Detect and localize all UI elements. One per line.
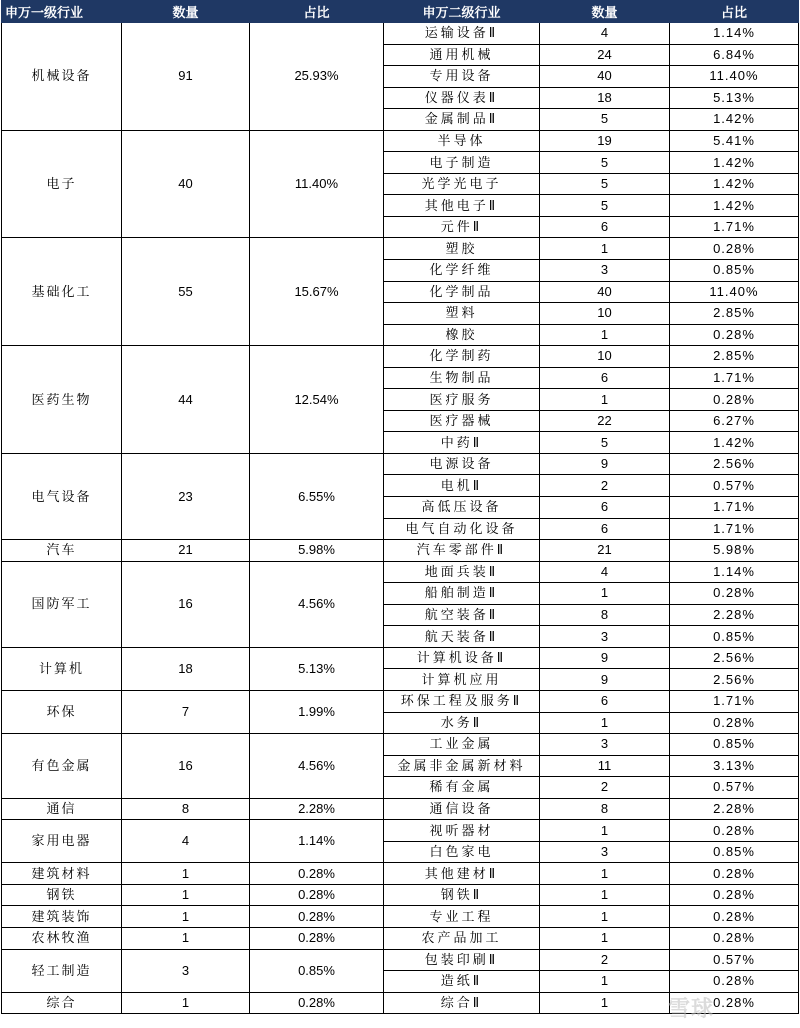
- l2-pct-cell: 1.42%: [670, 109, 799, 131]
- l2-count-cell: 9: [540, 669, 670, 691]
- l2-count-cell: 4: [540, 561, 670, 583]
- l2-count-cell: 1: [540, 971, 670, 993]
- l2-count-cell: 6: [540, 216, 670, 238]
- watermark-logo: 雪球: [668, 997, 715, 1022]
- l2-industry-cell: 高低压设备: [384, 497, 540, 519]
- l2-count-cell: 8: [540, 798, 670, 820]
- l2-count-cell: 10: [540, 346, 670, 368]
- l2-pct-cell: 0.28%: [670, 971, 799, 993]
- l2-industry-cell: 半导体: [384, 130, 540, 152]
- l1-pct-cell: 1.14%: [250, 820, 384, 863]
- l2-industry-cell: 橡胶: [384, 324, 540, 346]
- l2-pct-cell: 0.28%: [670, 820, 799, 842]
- l2-count-cell: 6: [540, 518, 670, 540]
- l2-industry-cell: 其他电子Ⅱ: [384, 195, 540, 217]
- l1-count-cell: 91: [122, 23, 250, 131]
- l2-industry-cell: 造纸Ⅱ: [384, 971, 540, 993]
- l2-industry-cell: 专用设备: [384, 66, 540, 88]
- l1-industry-cell: 轻工制造: [2, 949, 122, 992]
- l2-industry-cell: 计算机应用: [384, 669, 540, 691]
- l2-pct-cell: 2.56%: [670, 669, 799, 691]
- table-row: [2, 906, 799, 928]
- l1-count-cell: 1: [122, 906, 250, 928]
- l2-count-cell: 22: [540, 410, 670, 432]
- l1-count-cell: 23: [122, 453, 250, 539]
- l2-industry-cell: 白色家电: [384, 841, 540, 863]
- l1-pct-cell: 4.56%: [250, 734, 384, 799]
- l2-industry-cell: 化学制药: [384, 346, 540, 368]
- l1-count-cell: 1: [122, 884, 250, 906]
- l2-pct-cell: 2.28%: [670, 604, 799, 626]
- l2-pct-cell: 1.71%: [670, 497, 799, 519]
- l2-industry-cell: 化学纤维: [384, 260, 540, 282]
- l2-pct-cell: 1.14%: [670, 23, 799, 45]
- industry-table: [1, 0, 799, 1014]
- table-row: [2, 884, 799, 906]
- l2-industry-cell: 金属制品Ⅱ: [384, 109, 540, 131]
- l1-count-cell: 1: [122, 992, 250, 1014]
- table-row: [2, 561, 799, 583]
- l1-count-cell: 55: [122, 238, 250, 346]
- l1-pct-cell: 0.28%: [250, 906, 384, 928]
- l2-count-cell: 6: [540, 497, 670, 519]
- l2-pct-cell: 0.28%: [670, 884, 799, 906]
- l2-count-cell: 1: [540, 238, 670, 260]
- l2-pct-cell: 0.28%: [670, 863, 799, 885]
- l2-industry-cell: 电源设备: [384, 453, 540, 475]
- l2-industry-cell: 医疗服务: [384, 389, 540, 411]
- l2-count-cell: 1: [540, 583, 670, 605]
- l2-industry-cell: 航天装备Ⅱ: [384, 626, 540, 648]
- table-row: [2, 734, 799, 756]
- table-row: [2, 23, 799, 45]
- l2-industry-cell: 通信设备: [384, 798, 540, 820]
- l2-industry-cell: 船舶制造Ⅱ: [384, 583, 540, 605]
- l2-pct-cell: 0.85%: [670, 260, 799, 282]
- l2-pct-cell: 2.28%: [670, 798, 799, 820]
- l1-industry-cell: 电子: [2, 130, 122, 238]
- l2-pct-cell: 0.28%: [670, 927, 799, 949]
- l2-count-cell: 5: [540, 195, 670, 217]
- table-row: [2, 130, 799, 152]
- l2-count-cell: 2: [540, 777, 670, 799]
- l2-pct-cell: 5.98%: [670, 540, 799, 562]
- l2-industry-cell: 专业工程: [384, 906, 540, 928]
- l2-count-cell: 5: [540, 109, 670, 131]
- l2-pct-cell: 0.28%: [670, 906, 799, 928]
- l2-pct-cell: 1.71%: [670, 518, 799, 540]
- l2-industry-cell: 稀有金属: [384, 777, 540, 799]
- header-l2-industry: 申万二级行业: [384, 1, 540, 23]
- table-row: [2, 690, 799, 712]
- l2-industry-cell: 汽车零部件Ⅱ: [384, 540, 540, 562]
- l2-pct-cell: 0.85%: [670, 626, 799, 648]
- l2-industry-cell: 生物制品: [384, 367, 540, 389]
- l2-pct-cell: 0.28%: [670, 324, 799, 346]
- header-l1-pct: 占比: [250, 1, 384, 23]
- l2-industry-cell: 金属非金属新材料: [384, 755, 540, 777]
- l2-count-cell: 8: [540, 604, 670, 626]
- l2-industry-cell: 塑胶: [384, 238, 540, 260]
- l2-pct-cell: 2.56%: [670, 453, 799, 475]
- l2-pct-cell: 0.28%: [670, 992, 799, 1014]
- l2-pct-cell: 0.85%: [670, 734, 799, 756]
- l1-industry-cell: 国防军工: [2, 561, 122, 647]
- l2-pct-cell: 6.27%: [670, 410, 799, 432]
- l2-count-cell: 6: [540, 367, 670, 389]
- l2-count-cell: 5: [540, 173, 670, 195]
- table-row: [2, 453, 799, 475]
- l1-count-cell: 7: [122, 690, 250, 733]
- l2-count-cell: 3: [540, 841, 670, 863]
- l2-count-cell: 18: [540, 87, 670, 109]
- l2-count-cell: 5: [540, 152, 670, 174]
- l2-pct-cell: 2.56%: [670, 647, 799, 669]
- table-row: [2, 949, 799, 971]
- l2-count-cell: 10: [540, 303, 670, 325]
- l1-pct-cell: 2.28%: [250, 798, 384, 820]
- l2-count-cell: 4: [540, 23, 670, 45]
- l1-industry-cell: 综合: [2, 992, 122, 1014]
- l1-industry-cell: 基础化工: [2, 238, 122, 346]
- l2-count-cell: 1: [540, 927, 670, 949]
- l2-count-cell: 1: [540, 884, 670, 906]
- l1-count-cell: 40: [122, 130, 250, 238]
- l2-count-cell: 21: [540, 540, 670, 562]
- l2-pct-cell: 3.13%: [670, 755, 799, 777]
- l2-pct-cell: 1.42%: [670, 173, 799, 195]
- l2-count-cell: 1: [540, 992, 670, 1014]
- l2-count-cell: 40: [540, 281, 670, 303]
- l2-count-cell: 11: [540, 755, 670, 777]
- l1-industry-cell: 建筑装饰: [2, 906, 122, 928]
- l2-industry-cell: 环保工程及服务Ⅱ: [384, 690, 540, 712]
- l1-pct-cell: 15.67%: [250, 238, 384, 346]
- header-l2-pct: 占比: [670, 1, 799, 23]
- l2-industry-cell: 化学制品: [384, 281, 540, 303]
- l2-pct-cell: 1.42%: [670, 195, 799, 217]
- l1-industry-cell: 家用电器: [2, 820, 122, 863]
- l1-count-cell: 16: [122, 734, 250, 799]
- l2-count-cell: 1: [540, 389, 670, 411]
- l1-industry-cell: 建筑材料: [2, 863, 122, 885]
- l2-count-cell: 9: [540, 453, 670, 475]
- l2-pct-cell: 0.85%: [670, 841, 799, 863]
- l1-count-cell: 21: [122, 540, 250, 562]
- l1-count-cell: 4: [122, 820, 250, 863]
- l2-industry-cell: 综合Ⅱ: [384, 992, 540, 1014]
- l2-pct-cell: 0.57%: [670, 475, 799, 497]
- l1-pct-cell: 1.99%: [250, 690, 384, 733]
- l2-industry-cell: 水务Ⅱ: [384, 712, 540, 734]
- l2-pct-cell: 1.71%: [670, 367, 799, 389]
- l2-count-cell: 3: [540, 626, 670, 648]
- l2-pct-cell: 0.28%: [670, 712, 799, 734]
- l1-count-cell: 44: [122, 346, 250, 454]
- l2-pct-cell: 6.84%: [670, 44, 799, 66]
- l2-count-cell: 3: [540, 260, 670, 282]
- header-l1-industry: 申万一级行业: [2, 1, 122, 23]
- l1-pct-cell: 25.93%: [250, 23, 384, 131]
- l2-count-cell: 1: [540, 863, 670, 885]
- l2-pct-cell: 1.71%: [670, 216, 799, 238]
- l2-pct-cell: 1.14%: [670, 561, 799, 583]
- l1-pct-cell: 0.28%: [250, 884, 384, 906]
- l1-count-cell: 18: [122, 647, 250, 690]
- l1-pct-cell: 5.13%: [250, 647, 384, 690]
- l2-count-cell: 1: [540, 820, 670, 842]
- l2-industry-cell: 通用机械: [384, 44, 540, 66]
- l2-count-cell: 40: [540, 66, 670, 88]
- l2-pct-cell: 5.13%: [670, 87, 799, 109]
- l1-pct-cell: 4.56%: [250, 561, 384, 647]
- l1-pct-cell: 0.28%: [250, 927, 384, 949]
- table-row: [2, 346, 799, 368]
- l1-industry-cell: 汽车: [2, 540, 122, 562]
- table-row: [2, 820, 799, 842]
- l2-industry-cell: 农产品加工: [384, 927, 540, 949]
- l1-pct-cell: 12.54%: [250, 346, 384, 454]
- l1-count-cell: 8: [122, 798, 250, 820]
- l2-pct-cell: 11.40%: [670, 281, 799, 303]
- l1-industry-cell: 电气设备: [2, 453, 122, 539]
- l2-industry-cell: 医疗器械: [384, 410, 540, 432]
- l2-pct-cell: 0.57%: [670, 777, 799, 799]
- l2-industry-cell: 元件Ⅱ: [384, 216, 540, 238]
- l2-pct-cell: 2.85%: [670, 303, 799, 325]
- l2-count-cell: 1: [540, 906, 670, 928]
- l1-pct-cell: 0.28%: [250, 992, 384, 1014]
- l2-pct-cell: 11.40%: [670, 66, 799, 88]
- l2-industry-cell: 包装印刷Ⅱ: [384, 949, 540, 971]
- l2-pct-cell: 0.28%: [670, 583, 799, 605]
- l1-pct-cell: 0.85%: [250, 949, 384, 992]
- l2-count-cell: 5: [540, 432, 670, 454]
- l2-count-cell: 2: [540, 949, 670, 971]
- l1-count-cell: 1: [122, 863, 250, 885]
- l2-pct-cell: 5.41%: [670, 130, 799, 152]
- l1-industry-cell: 钢铁: [2, 884, 122, 906]
- l2-count-cell: 9: [540, 647, 670, 669]
- l2-industry-cell: 其他建材Ⅱ: [384, 863, 540, 885]
- l2-count-cell: 1: [540, 712, 670, 734]
- l2-industry-cell: 电机Ⅱ: [384, 475, 540, 497]
- l2-count-cell: 3: [540, 734, 670, 756]
- l1-industry-cell: 农林牧渔: [2, 927, 122, 949]
- l2-industry-cell: 塑料: [384, 303, 540, 325]
- table-row: [2, 540, 799, 562]
- l2-count-cell: 2: [540, 475, 670, 497]
- l2-industry-cell: 地面兵装Ⅱ: [384, 561, 540, 583]
- l1-pct-cell: 5.98%: [250, 540, 384, 562]
- l2-industry-cell: 仪器仪表Ⅱ: [384, 87, 540, 109]
- l2-industry-cell: 电子制造: [384, 152, 540, 174]
- l2-industry-cell: 电气自动化设备: [384, 518, 540, 540]
- table-row: [2, 927, 799, 949]
- l2-industry-cell: 光学光电子: [384, 173, 540, 195]
- l2-pct-cell: 2.85%: [670, 346, 799, 368]
- l1-industry-cell: 计算机: [2, 647, 122, 690]
- l1-pct-cell: 0.28%: [250, 863, 384, 885]
- l2-industry-cell: 计算机设备Ⅱ: [384, 647, 540, 669]
- l1-count-cell: 16: [122, 561, 250, 647]
- header-row: [2, 1, 799, 23]
- l1-count-cell: 1: [122, 927, 250, 949]
- table-row: [2, 863, 799, 885]
- l2-count-cell: 24: [540, 44, 670, 66]
- l1-industry-cell: 机械设备: [2, 23, 122, 131]
- table-row: [2, 647, 799, 669]
- table-row: [2, 798, 799, 820]
- table-row: [2, 238, 799, 260]
- l2-pct-cell: 0.57%: [670, 949, 799, 971]
- l2-industry-cell: 视听器材: [384, 820, 540, 842]
- l1-pct-cell: 6.55%: [250, 453, 384, 539]
- l2-industry-cell: 运输设备Ⅱ: [384, 23, 540, 45]
- l1-industry-cell: 环保: [2, 690, 122, 733]
- l2-pct-cell: 0.28%: [670, 238, 799, 260]
- l1-industry-cell: 通信: [2, 798, 122, 820]
- l2-pct-cell: 1.42%: [670, 432, 799, 454]
- l2-pct-cell: 0.28%: [670, 389, 799, 411]
- table-body: [2, 23, 799, 1014]
- header-l2-count: 数量: [540, 1, 670, 23]
- l2-count-cell: 1: [540, 324, 670, 346]
- l2-industry-cell: 工业金属: [384, 734, 540, 756]
- l1-pct-cell: 11.40%: [250, 130, 384, 238]
- l2-industry-cell: 中药Ⅱ: [384, 432, 540, 454]
- l2-industry-cell: 钢铁Ⅱ: [384, 884, 540, 906]
- l2-count-cell: 6: [540, 690, 670, 712]
- header-l1-count: 数量: [122, 1, 250, 23]
- l1-industry-cell: 有色金属: [2, 734, 122, 799]
- l2-pct-cell: 1.42%: [670, 152, 799, 174]
- l1-industry-cell: 医药生物: [2, 346, 122, 454]
- l2-industry-cell: 航空装备Ⅱ: [384, 604, 540, 626]
- l1-count-cell: 3: [122, 949, 250, 992]
- l2-count-cell: 19: [540, 130, 670, 152]
- l2-pct-cell: 1.71%: [670, 690, 799, 712]
